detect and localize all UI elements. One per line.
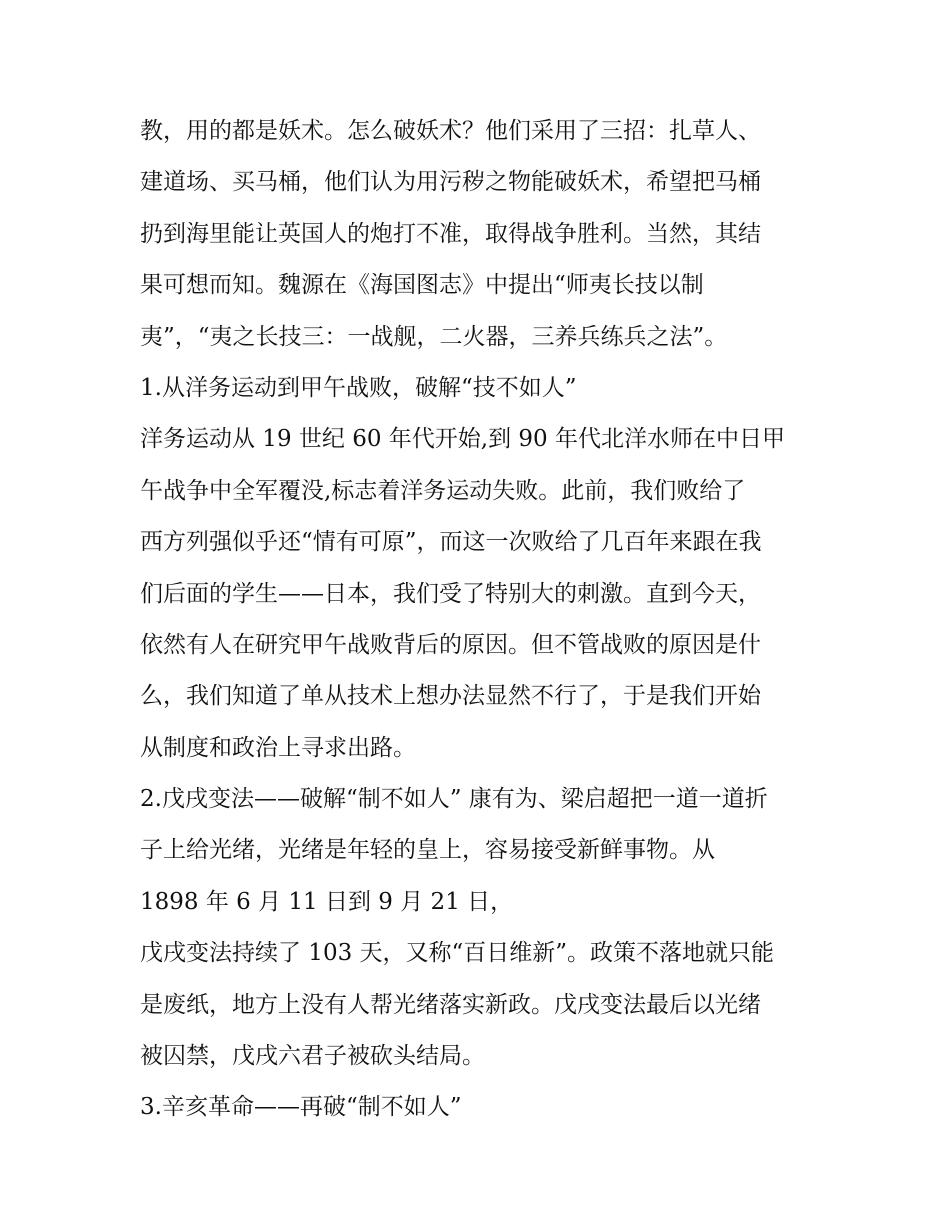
- text-line: 被囚禁，戊戌六君子被砍头结局。: [140, 1043, 485, 1070]
- body-text: [140, 106, 820, 1134]
- text-line: 1898 年 6 月 11 日到 9 月 21 日，: [140, 888, 514, 915]
- section-heading-3: 3.辛亥革命——再破“制不如人”: [140, 1094, 462, 1121]
- text-line: 是废纸，地方上没有人帮光绪落实新政。戊戌变法最后以光绪: [140, 991, 761, 1018]
- text-line: 扔到海里能让英国人的炮打不准，取得战争胜利。当然，其结: [140, 220, 761, 247]
- section-heading-2: 2.戊戌变法——破解“制不如人” 康有为、梁启超把一道一道折: [140, 786, 768, 813]
- text-line: 西方列强似乎还“情有可原”，而这一次败给了几百年来跟在我: [140, 529, 762, 556]
- text-line: 夷”，“夷之长技三：一战舰，二火器，三养兵练兵之法”。: [140, 323, 728, 350]
- text-line: 午战争中全军覆没,标志着洋务运动失败。此前，我们败给了: [140, 477, 746, 504]
- text-line: 依然有人在研究甲午战败背后的原因。但不管战败的原因是什: [140, 631, 761, 658]
- text-line: 教，用的都是妖术。怎么破妖术？他们采用了三招：扎草人、: [140, 118, 761, 144]
- text-line: 戊戌变法持续了 103 天，又称“百日维新”。政策不落地就只能: [140, 940, 775, 967]
- text-line: 么，我们知道了单从技术上想办法显然不行了，于是我们开始: [140, 683, 761, 710]
- text-line: 果可想而知。魏源在《海国图志》中提出“师夷长技以制: [140, 272, 704, 299]
- text-line: 子上给光绪，光绪是年轻的皇上，容易接受新鲜事物。从: [140, 837, 715, 864]
- text-line: 洋务运动从 19 世纪 60 年代开始,到 90 年代北洋水师在中日甲: [140, 426, 785, 453]
- text-line: 从制度和政治上寻求出路。: [140, 734, 416, 761]
- text-line: 们后面的学生——日本，我们受了特别大的刺激。直到今天，: [140, 580, 761, 607]
- section-heading-1: 1.从洋务运动到甲午战败，破解“技不如人”: [140, 374, 577, 401]
- text-line: 建道场、买马桶，他们认为用污秽之物能破妖术，希望把马桶: [140, 169, 761, 196]
